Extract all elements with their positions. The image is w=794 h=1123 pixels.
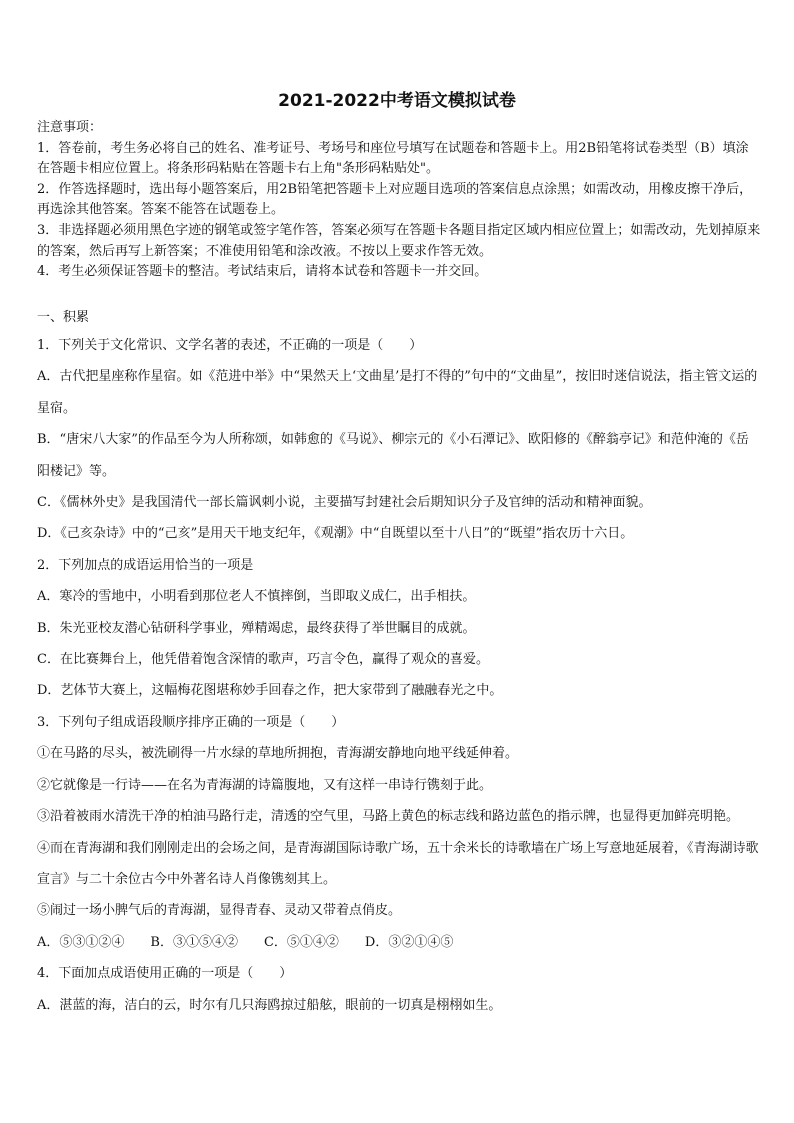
question-option: D．《己亥杂诗》中的“己亥”是用天干地支纪年，《观潮》中“自既望以至十八日”的“既望”指农历十六日。 xyxy=(37,526,634,542)
sentence-item: ④而在青海湖和我们刚刚走出的会场之间，是青海湖国际诗歌广场，五十余米长的诗歌墙在广场上写意地延展着，《青海湖诗歌宣言》与二十余位古今中外著名诗人肖像镌刻其上。 xyxy=(37,840,759,887)
note-item: 3．非选择题必须用黑色字迹的钢笔或签字笔作答，答案必须写在答题卡各题目指定区域内相应位置上；如需改动，先划掉原来的答案，然后再写上新答案；不准使用铅笔和涂改液。不按以上要求作答无效。 xyxy=(37,222,761,259)
note-item: 2．作答选择题时，选出每小题答案后，用2B铅笔把答题卡上对应题目选项的答案信息点涂黑；如需改动，用橡皮擦干净后，再选涂其他答案。答案不能答在试题卷上。 xyxy=(37,181,753,218)
question-option: C．⑤①④② xyxy=(263,934,339,950)
question-option: A．古代把星座称作星宿。如《范进中举》中“果然天上‘文曲星’是打不得的”句中的“文曲星”，按旧时迷信说法，指主管文运的星宿。 xyxy=(37,369,758,416)
notes-heading: 注意事项： xyxy=(37,120,103,135)
page-title: 2021-2022中考语文模拟试卷 xyxy=(278,91,516,111)
question-stem: 1．下列关于文化常识、文学名著的表述，不正确的一项是（ ） xyxy=(37,338,423,353)
question-option: A．湛蓝的海，洁白的云，时尔有几只海鸥掠过船舷，眼前的一切真是栩栩如生。 xyxy=(37,997,502,1013)
section-heading: 一、积累 xyxy=(37,310,90,325)
question-option: A．⑤③①②④ xyxy=(37,934,125,950)
sentence-item: ①在马路的尽头，被洗刷得一片水绿的草地所拥抱，青海湖安静地向地平线延伸着。 xyxy=(37,746,519,762)
question-option: C．《儒林外史》是我国清代一部长篇讽刺小说，主要描写封建社会后期知识分子及官绅的活动和精神面貌。 xyxy=(37,495,652,511)
questions-block xyxy=(37,330,761,1021)
question-stem: 3．下列句子组成语段顺序排序正确的一项是（ ） xyxy=(37,714,345,730)
options-row xyxy=(37,927,761,958)
question-option: B．“唐宋八大家”的作品至今为人所称颂，如韩愈的《马说》、柳宗元的《小石潭记》、欧阳修的《醉翁亭记》和范仲淹的《岳阳楼记》等。 xyxy=(37,432,749,479)
question-option: B．朱光亚校友潜心钻研科学事业，殚精竭虑，最终获得了举世瞩目的成就。 xyxy=(37,620,476,636)
sentence-item: ③沿着被雨水清洗干净的柏油马路行走，清透的空气里，马路上黄色的标志线和路边蓝色的指示牌，也显得更加鲜亮明艳。 xyxy=(37,809,740,825)
question-option: D．艺体节大赛上，这幅梅花图堪称妙手回春之作，把大家带到了融融春光之中。 xyxy=(37,683,503,699)
question-option: D．③②①④⑤ xyxy=(364,934,454,950)
question-stem: 2．下列加点的成语运用恰当的一项是 xyxy=(37,557,254,573)
question-option: B．③①⑤④② xyxy=(150,934,238,950)
note-item: 4．考生必须保证答题卡的整洁。考试结束后，请将本试卷和答题卡一并交回。 xyxy=(37,264,488,280)
question-option: A．寒冷的雪地中，小明看到那位老人不慎摔倒，当即取义成仁，出手相扶。 xyxy=(37,589,476,605)
notes-block xyxy=(37,118,761,283)
sentence-item: ②它就像是一行诗——在名为青海湖的诗篇腹地，又有这样一串诗行镌刻于此。 xyxy=(37,777,493,793)
note-item: 1．答卷前，考生务必将自己的姓名、准考证号、考场号和座位号填写在试题卷和答题卡上。用2B铅笔将试卷类型（B）填涂在答题卡相应位置上。将条形码粘贴在答题卡右上角"条形码粘贴处"。 xyxy=(37,140,749,177)
question-stem: 4．下面加点成语使用正确的一项是（ ） xyxy=(37,966,293,982)
sentence-item: ⑤闹过一场小脾气后的青海湖，显得青春、灵动又带着点俏皮。 xyxy=(37,903,402,919)
question-option: C．在比赛舞台上，他凭借着饱含深情的歌声，巧言令色，赢得了观众的喜爱。 xyxy=(37,652,489,668)
